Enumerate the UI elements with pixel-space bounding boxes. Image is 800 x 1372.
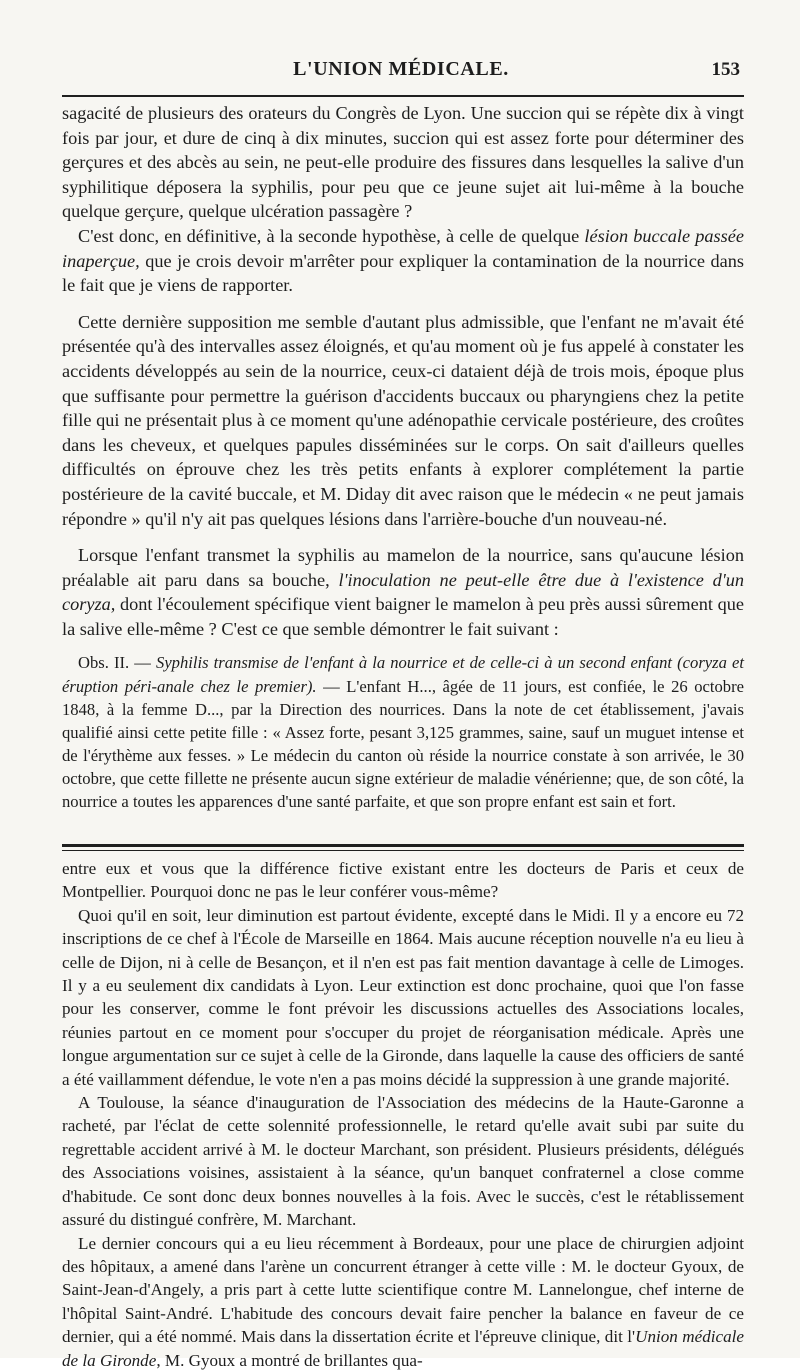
main-paragraph-4 bbox=[62, 543, 744, 641]
main-paragraph-4-after: dont l'écoulement spécifique vient baigner le mamelon à peu près aussi sûrement que la salive elle-même ? C'est ce que semble démontrer le fait suivant : bbox=[62, 594, 744, 639]
observation-text: — L'enfant H..., âgée de 11 jours, est confiée, le 26 octobre 1848, à la femme D..., par la Direction des nourrices. Dans la note de cet établissement, j'avais qualifié ainsi cette petite fille : « Assez forte, pesant 3,125 grammes, saine, sauf un muguet intense et de l'érythème aux fesses. » Le médecin du canton où réside la nourrice constate à son arrivée, le 30 octobre, que cette fillette ne présente aucun signe extérieur de maladie vénérienne; que, de son côté, la nourrice a toutes les apparences d'une santé parfaite, et que son propre enfant est sain et fort. bbox=[62, 676, 744, 812]
running-header bbox=[62, 58, 740, 84]
main-paragraph-3: Cette dernière supposition me semble d'autant plus admissible, que l'enfant ne m'avait été présentée qu'à des intervalles assez éloignés, et qu'au moment où je fus appelé à constater les accidents développés au sein de la nourrice, ceux-ci dataient déjà de trois mois, époque plus que suffisante pour permettre la guérison d'accidents buccaux ou pharyngiens chez la petite fille qui ne présentait plus à ce moment qu'une adénopathie cervicale postérieure, des croûtes dans les cheveux, et quelques papules disséminées sur le corps. On sait d'ailleurs quelles difficultés on éprouve chez les très petits enfants à explorer complétement la partie postérieure de la cavité buccale, et M. Diday dit avec raison que le médecin « ne peut jamais répondre » qu'il n'y ait pas quelques lésions dans l'arrière-bouche d'un nouveau-né. bbox=[62, 311, 744, 529]
news-section bbox=[62, 857, 744, 1372]
journal-title: L'UNION MÉDICALE. bbox=[293, 58, 509, 80]
main-paragraph-4-emphasis: l'inoculation ne peut-elle être due à l'existence d'un coryza, bbox=[62, 569, 745, 615]
news-paragraph-3: A Toulouse, la séance d'inauguration de l'Association des médecins de la Haute-Garonne a racheté, par l'éclat de cette solennité professionnelle, le retard qu'elle avait subi par suite du regrettable accident arrivé à M. le docteur Marchant, son président. Plusieurs présidents, délégués des Associations voisines, assistaient à la séance, qu'un banquet confraternel a close comme d'habitude. Ce sont donc deux bonnes nouvelles à la fois. Avec le succès, c'est le rétablissement assuré du distingué confrère, M. Marchant. bbox=[62, 1093, 744, 1230]
main-paragraph-1: sagacité de plusieurs des orateurs du Congrès de Lyon. Une succion qui se répète dix à vingt fois par jour, et dure de cinq à dix minutes, succion qui est assez forte pour déterminer des gerçures et des abcès au sein, ne peut-elle produire des fissures dans lesquelles la salive d'un syphilitique déposera la syphilis, pour peu que ce jeune sujet ait lui-même à la bouche quelque gerçure, quelque ulcération passagère ? bbox=[62, 103, 744, 222]
news-paragraph-4-emphasis: Union médicale de la Gironde bbox=[62, 1327, 744, 1370]
main-article bbox=[62, 101, 744, 813]
observation-title: Syphilis transmise de l'enfant à la nourrice et de celle-ci à un second enfant (coryza et éruption péri-anale chez le premier). bbox=[62, 653, 744, 696]
header-rule bbox=[62, 95, 744, 97]
main-paragraph-2-before: C'est donc, en définitive, à la seconde hypothèse, à celle de quelque bbox=[78, 225, 585, 246]
page-number: 153 bbox=[711, 59, 740, 80]
news-paragraph-4-before: Le dernier concours qui a eu lieu récemment à Bordeaux, pour une place de chirurgien adjoint des hôpitaux, a amené dans l'arène un concurrent étranger à cette ville : M. le docteur Gyoux, de Saint-Jean-d'Angely, a pris part à cette lutte scientifique contre M. Lannelongue, chef interne de l'hôpital Saint-André. L'habitude des concours devait faire pencher la balance en faveur de ce dernier, qui a été nommé. Mais dans la dissertation écrite et l'épreuve clinique, dit l' bbox=[62, 1233, 744, 1347]
observation-label: Obs. II. — bbox=[78, 653, 151, 673]
main-paragraph-2-emphasis: lésion buccale passée inaperçue, bbox=[62, 225, 745, 271]
news-paragraph-4-after: , M. Gyoux a montré de brillantes qua- bbox=[156, 1350, 423, 1370]
observation-paragraph bbox=[62, 651, 744, 813]
main-paragraph-2-after: que je crois devoir m'arrêter pour expliquer la contamination de la nourrice dans le fait que je viens de rapporter. bbox=[62, 250, 744, 296]
main-paragraph-4-before: Lorsque l'enfant transmet la syphilis au mamelon de la nourrice, sans qu'aucune lésion préalable ait paru dans sa bouche, bbox=[62, 545, 744, 590]
news-paragraph-2: Quoi qu'il en soit, leur diminution est partout évidente, excepté dans le Midi. Il y a encore eu 72 inscriptions de ce chef à l'École de Marseille en 1864. Mais aucune réception nouvelle n'a eu lieu à celle de Dijon, ni à celle de Besançon, et il n'en est pas fait mention davantage à celle de Limoges. Il y a eu seulement dix candidats à Lyon. Leur extinction est donc prochaine, quoi que l'on fasse pour les conserver, comme le font prévoir les discussions actuelles des Associations locales, réunies partout en ce moment pour s'occuper du projet de réorganisation médicale. Après une longue argumentation sur ce sujet à celle de la Gironde, dans laquelle la cause des officiers de santé a été vaillamment défendue, le vote n'en a pas moins décidé la suppression à une grande majorité. bbox=[62, 905, 744, 1089]
main-paragraph-2 bbox=[62, 224, 744, 298]
news-paragraph-4 bbox=[62, 1232, 744, 1372]
section-divider-thick bbox=[62, 844, 744, 847]
section-divider-thin bbox=[62, 850, 744, 851]
news-paragraph-1: entre eux et vous que la différence fictive existant entre les docteurs de Paris et ceux de Montpellier. Pourquoi donc ne pas le leur conférer vous-même? bbox=[62, 859, 744, 902]
